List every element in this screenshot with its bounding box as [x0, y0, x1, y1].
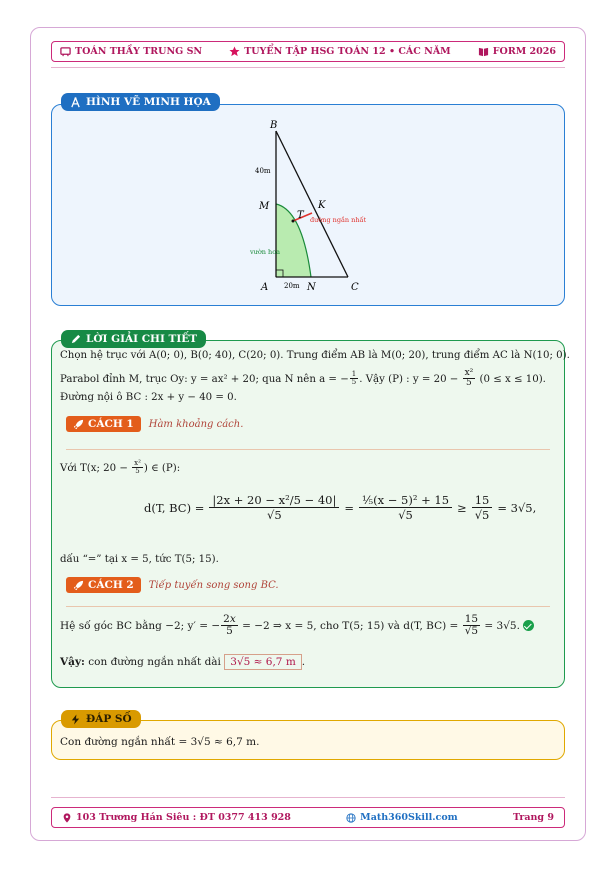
label-garden: vườn hoa: [250, 248, 280, 256]
triangle-figure: [210, 118, 390, 298]
music-note-icon: [60, 46, 71, 57]
book-icon: [478, 46, 489, 57]
method-2-desc: Tiếp tuyến song song BC.: [148, 579, 279, 591]
eq-fraction-1: $\frac{\text{|2x + 20 − x²/5 − 40|}}{√5}$: [209, 493, 339, 523]
footer-website[interactable]: Math360Skill.com: [346, 812, 458, 823]
star-icon: [229, 46, 240, 57]
conclusion-label: Vậy:: [60, 656, 85, 668]
label-a: A: [261, 282, 269, 293]
footer-page-number: Trang 9: [512, 812, 554, 823]
lightning-icon: [70, 714, 81, 725]
label-shortest-path: đường ngắn nhất: [310, 216, 367, 224]
page-footer: [51, 807, 565, 828]
header-rule: [51, 67, 565, 68]
label-length-20: 20m: [284, 282, 300, 290]
pencil-icon: [70, 334, 81, 345]
page-header: [51, 41, 565, 62]
point-t: [292, 220, 295, 223]
method-1-badge: CÁCH 1: [66, 416, 141, 432]
method-2-rule: [66, 606, 550, 607]
location-pin-icon: [62, 813, 72, 823]
figure-section-title: HÌNH VẼ MINH HỌA: [61, 93, 220, 111]
label-length-40: 40m: [255, 167, 271, 175]
globe-icon: [346, 813, 356, 823]
method-1-rule: [66, 449, 550, 450]
method-1-desc: Hàm khoảng cách.: [148, 418, 244, 430]
footer-address: 103 Trương Hán Siêu : ĐT 0377 413 928: [62, 812, 291, 823]
label-b: B: [270, 120, 278, 131]
label-t: T: [297, 210, 304, 221]
header-center-text: TUYỂN TẬP HSG TOÁN 12 • CÁC NĂM: [244, 46, 451, 57]
footer-rule: [51, 797, 565, 798]
conclusion-value: 3√5 ≈ 6,7 m: [224, 654, 302, 670]
distance-equation: d(T, BC) = $\frac{\text{|2x + 20 − x²/5 − 40|}}{√5}$ = $\frac{\text{⅕(x − 5)² + 15}}{√5}$ ≥ $\frac{15}{√5}$ = 3√5,: [144, 493, 537, 523]
fraction-15-over-root5: $\frac{15}{√5}$: [464, 613, 479, 638]
method-2-badge: CÁCH 2: [66, 577, 141, 593]
fraction-one-fifth: $\frac{1}{5}$: [351, 370, 357, 387]
solution-line-1: Chọn hệ trục với A(0; 0), B(0; 40), C(20; 0). Trung điểm AB là M(0; 20), trung điểm AC là N(10; 0).: [60, 350, 570, 361]
header-left: [60, 46, 202, 57]
answer-section-title: ĐÁP SỐ: [61, 710, 141, 728]
eq-fraction-3: $\frac{15}{√5}$: [472, 493, 493, 523]
solution-line-3: Đường nội ô BC : 2x + y − 40 = 0.: [60, 392, 237, 403]
conclusion-line: Vậy: con đường ngắn nhất dài 3√5 ≈ 6,7 m .: [60, 656, 306, 668]
header-center: [229, 46, 451, 57]
slope-line: Hệ số góc BC bằng −2; y′ = − $\frac{2x}{5}$ = −2 ⇒ x = 5, cho T(5; 15) và d(T, BC) = $\frac{15}{√5}$ = 3√5.: [60, 614, 534, 638]
method-1: [66, 416, 243, 432]
label-c: C: [351, 282, 359, 293]
compass-icon: [70, 97, 81, 108]
rocket-icon: [73, 419, 84, 430]
eq-fraction-2: $\frac{\text{⅕(x − 5)² + 15}}{√5}$: [359, 493, 452, 523]
solution-line-2: Parabol đỉnh M, trục Oy: y = ax² + 20; qua N nên a = − $\frac{1}{5}$ . Vậy (P) : y = 20 − $\frac{\text{x²}}{5}$ (0 ≤ x ≤ 10).: [60, 368, 546, 389]
method-2: [66, 577, 279, 593]
fraction-2x-over-5: $\frac{2x}{5}$: [223, 613, 236, 638]
header-right: [478, 46, 556, 57]
answer-text: Con đường ngắn nhất = 3√5 ≈ 6,7 m.: [60, 736, 260, 748]
solution-section-title: LỜI GIẢI CHI TIẾT: [61, 330, 206, 348]
fraction-x2-over-5-small: $\frac{\text{x²}}{5}$: [134, 459, 141, 476]
check-icon: [523, 620, 534, 631]
equality-line: dấu “=” tại x = 5, tức T(5; 15).: [60, 554, 219, 565]
label-m: M: [259, 201, 270, 212]
rocket-icon: [73, 580, 84, 591]
label-k: K: [318, 200, 326, 211]
label-n: N: [307, 282, 316, 293]
header-left-text: TOÁN THẦY TRUNG SN: [75, 46, 203, 57]
header-right-text: FORM 2026: [492, 46, 556, 57]
with-t-line: Với T(x; 20 − $\frac{\text{x²}}{5}$ ) ∈ (P):: [60, 459, 181, 476]
fraction-x2-over-5: $\frac{\text{x²}}{5}$: [464, 368, 474, 389]
